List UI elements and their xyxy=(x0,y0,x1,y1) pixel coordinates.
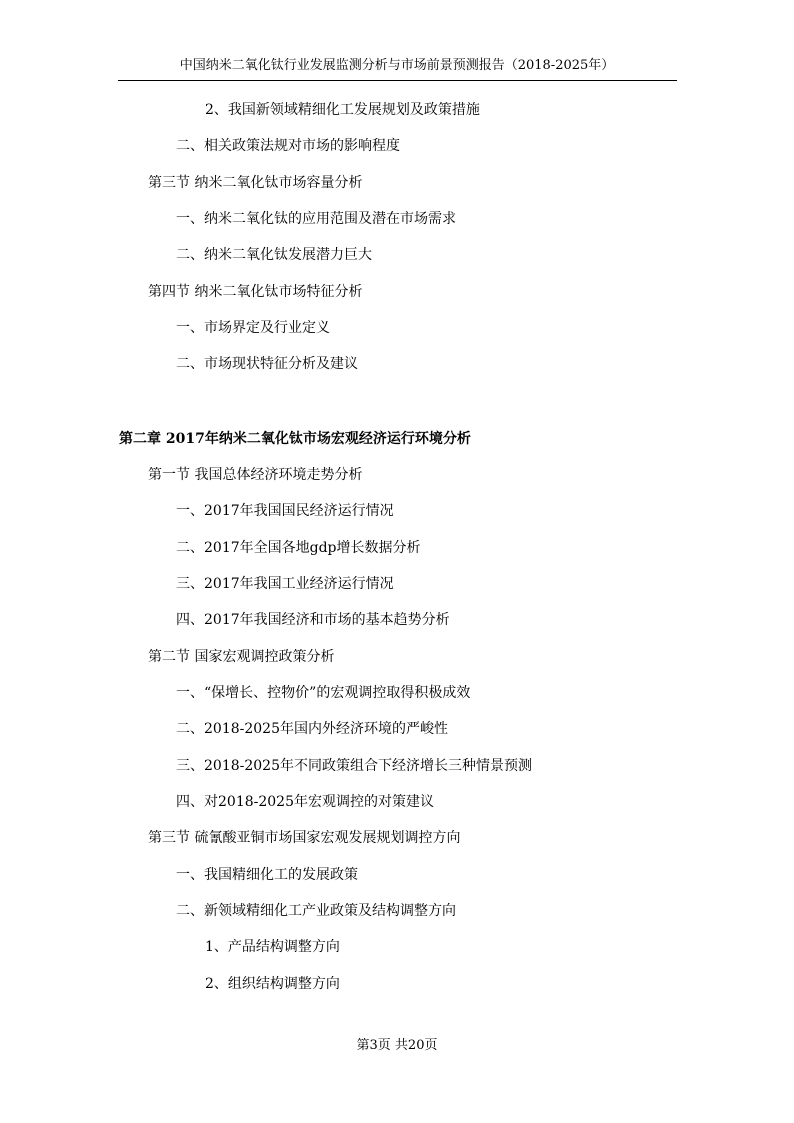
toc-section-heading: 第一节 我国总体经济环境走势分析 xyxy=(148,467,363,483)
toc-item: 一、市场界定及行业定义 xyxy=(176,320,330,336)
toc-item: 四、对2018-2025年宏观调控的对策建议 xyxy=(176,794,434,810)
toc-item: 一、2017年我国国民经济运行情况 xyxy=(176,503,394,519)
toc-item: 三、2018-2025年不同政策组合下经济增长三种情景预测 xyxy=(176,758,532,774)
header-divider xyxy=(118,80,677,81)
toc-section-heading: 第三节 硫氰酸亚铜市场国家宏观发展规划调控方向 xyxy=(148,830,461,846)
toc-chapter-heading: 第二章 2017年纳米二氧化钛市场宏观经济运行环境分析 xyxy=(119,431,471,447)
toc-section-heading: 第二节 国家宏观调控政策分析 xyxy=(148,649,335,665)
toc-item: 三、2017年我国工业经济运行情况 xyxy=(176,576,394,592)
toc-item: 二、相关政策法规对市场的影响程度 xyxy=(176,138,400,154)
toc-section-heading: 第四节 纳米二氧化钛市场特征分析 xyxy=(148,284,363,300)
toc-item: 1、产品结构调整方向 xyxy=(205,939,340,955)
toc-item: 一、纳米二氧化钛的应用范围及潜在市场需求 xyxy=(176,211,456,227)
toc-item: 二、市场现状特征分析及建议 xyxy=(176,356,358,372)
toc-item: 2、我国新领域精细化工发展规划及政策措施 xyxy=(205,102,480,118)
toc-section-heading: 第三节 纳米二氧化钛市场容量分析 xyxy=(148,175,363,191)
toc-item: 二、2018-2025年国内外经济环境的严峻性 xyxy=(176,721,448,737)
toc-item: 一、我国精细化工的发展政策 xyxy=(176,867,358,883)
page-number-footer: 第3页 共20页 xyxy=(356,1038,438,1053)
page-header: 中国纳米二氧化钛行业发展监测分析与市场前景预测报告（2018-2025年） xyxy=(179,58,615,73)
toc-item: 一、“保增长、控物价”的宏观调控取得积极成效 xyxy=(176,685,471,701)
toc-item: 2、组织结构调整方向 xyxy=(205,976,340,992)
toc-item: 二、2017年全国各地gdp增长数据分析 xyxy=(176,540,421,556)
toc-item: 四、2017年我国经济和市场的基本趋势分析 xyxy=(176,612,450,628)
toc-item: 二、新领域精细化工产业政策及结构调整方向 xyxy=(176,903,456,919)
toc-item: 二、纳米二氧化钛发展潜力巨大 xyxy=(176,247,372,263)
